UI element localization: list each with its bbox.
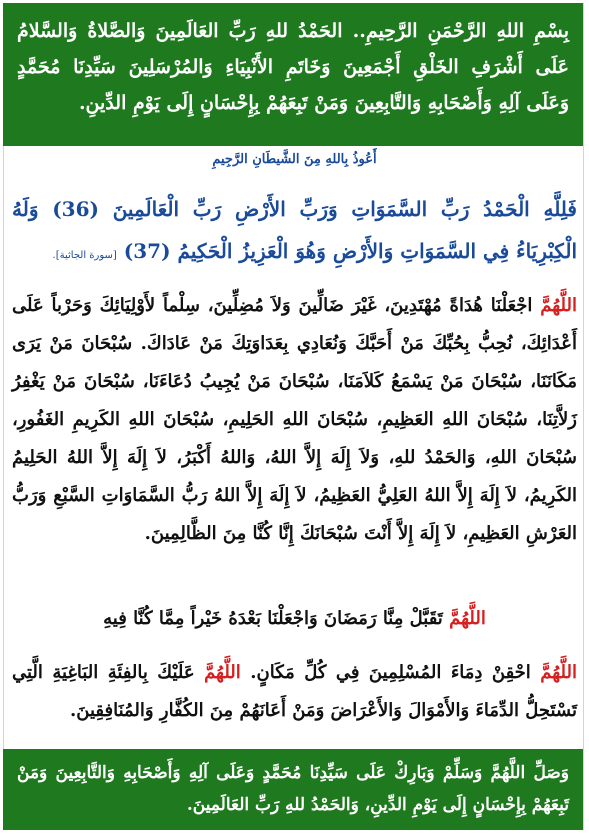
quran-verse (12, 188, 577, 277)
verse-text: فَلِلَّهِ الْحَمْدُ رَبِّ السَّمَوَاتِ وَرَبِّ الأَرْضِ رَبِّ الْعَالَمِينَ (36) وَلَهُ الْكِبْرِيَاءُ فِي السَّمَوَاتِ وَالأَرْضِ وَهُوَ الْعَزِيزُ الْحَكِيمُ (37) (12, 197, 577, 263)
header-text: بِسْمِ اللهِ الرَّحْمَنِ الرَّحِيمِ.. الحَمْدُ للهِ رَبِّ العَالَمِينَ وَالصَّلاةُ وَالسَّلامُ عَلَى أَشْرَفِ الخَلْقِ أَجْمَعِينَ وَخَاتَمِ الأَنْبِيَاءِ وَالمُرْسَلِينَ سَيِّدِنَا مُحَمَّدٍ وَعَلَى آلِهِ وَأَصْحَابِهِ وَالتَّابِعِينَ وَمَنْ تَبِعَهُمْ بِإِحْسَانٍ إِلَى يَوْمِ الدِّينِ. (17, 20, 569, 114)
surah-reference: [سورة الجاثية]. (52, 250, 117, 261)
footer-banner (3, 749, 583, 830)
footer-text: وَصَلِّ اللَّهُمَّ وَسَلِّمْ وَبَارِكْ عَلَى سَيِّدِنَا مُحَمَّدٍ وَعَلَى آلِهِ وَأَصْحَابِهِ وَالتَّابِعِينَ وَمَنْ تَبِعَهُمْ بِإِحْسَانٍ إِلَى يَوْمِ الدِّينِ، وَالحَمْدُ للهِ رَبِّ العَالَمِينَ. (17, 763, 569, 815)
dua-1-text: اجْعَلْنَا هُدَاةً مُهْتَدِينَ، غَيْرَ ضَالِّينَ وَلاَ مُضِلِّينَ، سِلْماً لأَوْلِيَائِكَ وَحَرْباً عَلَى أَعْدَائِكَ، نُحِبُّ بِحُبِّكَ مَنْ أَحَبَّكَ وَنُعَادِي بِعَدَاوَتِكَ مَنْ عَادَاكَ. سُبْحَانَ مَنْ يَرَى مَكَانَنَا، سُبْحَانَ مَنْ يَسْمَعُ كَلاَمَنَا، سُبْحَانَ مَنْ يُجِيبُ دُعَاءَنَا، سُبْحَانَ مَنْ يَغْفِرُ زَلاَّتِنَا، سُبْحَانَ اللهِ العَظِيمِ، سُبْحَانَ اللهِ الحَلِيمِ، سُبْحَانَ اللهِ الكَرِيمِ الغَفُورِ، سُبْحَانَ اللهِ، وَالحَمْدُ للهِ، وَلاَ إِلَهَ إِلاَّ اللهُ، وَاللهُ أَكْبَرُ، لاَ إِلَهَ إِلاَّ اللهُ الحَلِيمُ الكَرِيمُ، لاَ إِلَهَ إِلاَّ اللهُ العَلِيُّ العَظِيمُ، لاَ إِلَهَ إِلاَّ اللهُ رَبُّ السَّمَاوَاتِ السَّبْعِ وَرَبُّ العَرْشِ العَظِيمِ، لاَ إِلَهَ إِلاَّ أَنْتَ سُبْحَانَكَ إِنَّا كُنَّا مِنَ الظَّالِمِينَ. (12, 295, 577, 544)
allahumma-label: اللَّهُمَّ (540, 295, 577, 316)
istiadha-line: أَعُوذُ بِاللهِ مِنَ الشَّيطَانِ الرَّجِيمِ (212, 152, 377, 167)
header-banner (3, 3, 583, 146)
allahumma-label: اللَّهُمَّ (449, 608, 486, 629)
allahumma-label: اللَّهُمَّ (204, 662, 241, 683)
dua-2-text: تَقَبَّلْ مِنَّا رَمَضَانَ وَاجْعَلْنَا بَعْدَهُ خَيْراً مِمَّا كُنَّا فِيهِ (103, 608, 443, 629)
dua-paragraph-3 (12, 654, 577, 730)
dua-paragraph-2 (12, 600, 577, 638)
allahumma-label: اللَّهُمَّ (540, 662, 577, 683)
dua-3b-text: عَلَيْكَ بِالفِئَةِ البَاغِيَةِ الَّتِي تَسْتَحِلُّ الدِّمَاءَ وَالأَمْوَالَ وَالأَعْرَاضَ وَمَنْ أَعَانَهُمْ مِنَ الكُفَّارِ وَالمُنَافِقِينَ. (12, 662, 577, 721)
dua-paragraph-1 (12, 287, 577, 553)
dua-3a-text: احْقِنْ دِمَاءَ المُسْلِمِينَ فِي كُلِّ مَكَانٍ. (250, 662, 531, 683)
